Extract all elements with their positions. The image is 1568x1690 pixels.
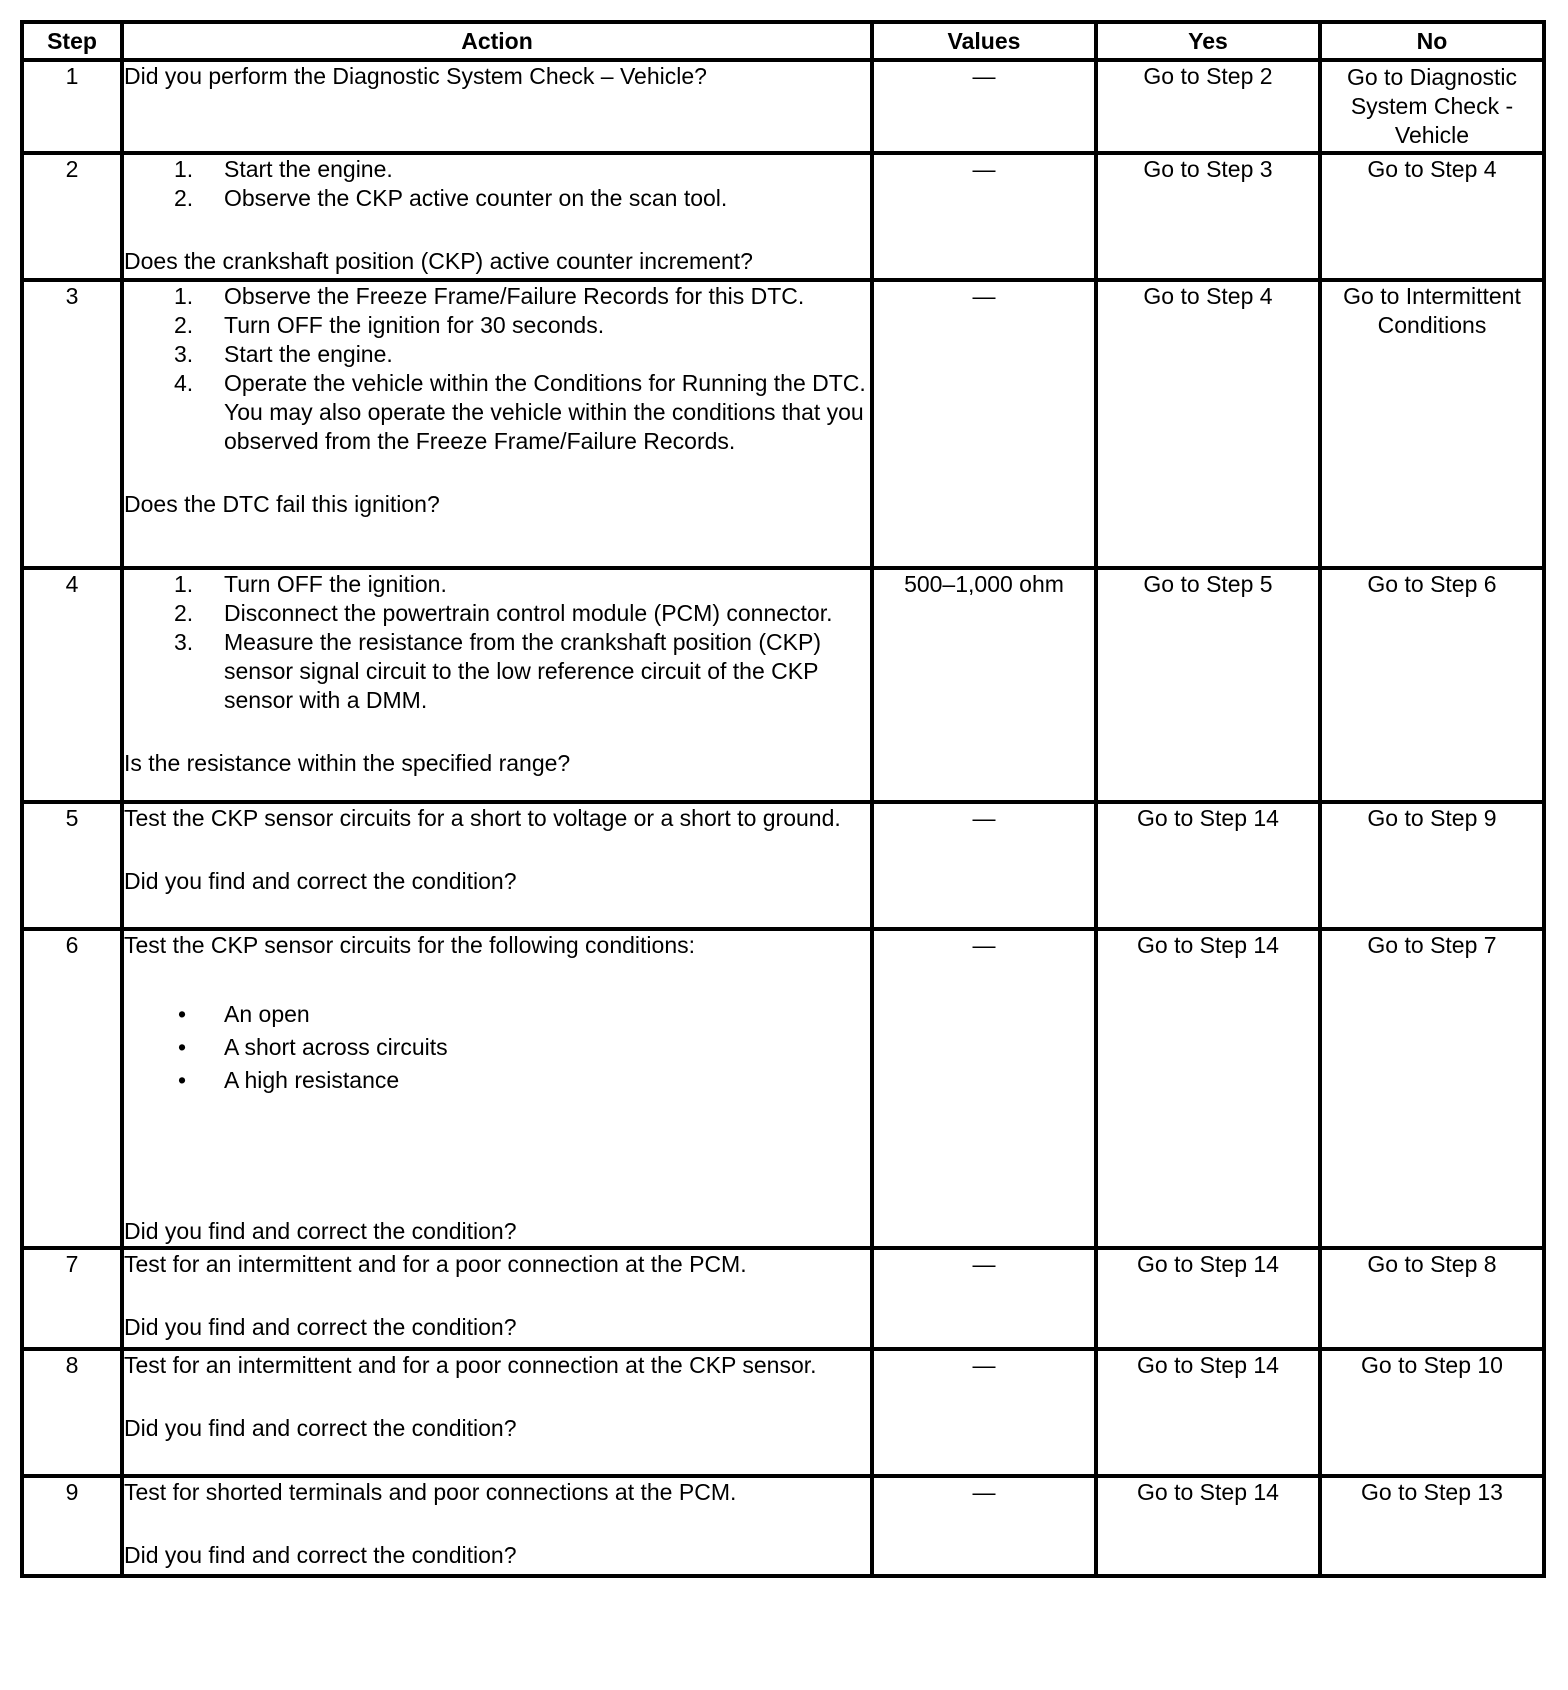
step-number: 4 [22, 568, 122, 802]
yes-cell: Go to Step 2 [1096, 60, 1320, 153]
list-item: 1. Start the engine. [174, 156, 393, 182]
table-row [22, 1476, 1544, 1576]
header-action: Action [122, 22, 872, 60]
action-question: Did you find and correct the condition? [124, 868, 517, 894]
table-row [22, 280, 1544, 568]
header-no: No [1320, 22, 1544, 60]
action-cell [122, 1248, 872, 1349]
action-question: Does the crankshaft position (CKP) active counter increment? [124, 248, 753, 274]
step-number: 6 [22, 929, 122, 1248]
action-steps [124, 155, 870, 213]
yes-cell: Go to Step 14 [1096, 929, 1320, 1248]
value-cell: — [872, 929, 1096, 1248]
step-number: 8 [22, 1349, 122, 1476]
table-row [22, 1349, 1544, 1476]
header-values: Values [872, 22, 1096, 60]
action-cell [122, 802, 872, 929]
table-row [22, 60, 1544, 153]
list-item: 2. Turn OFF the ignition for 30 seconds. [174, 312, 605, 338]
step-number: 7 [22, 1248, 122, 1349]
action-cell [122, 1349, 872, 1476]
value-cell: — [872, 1349, 1096, 1476]
action-intro: Did you perform the Diagnostic System Check – Vehicle? [124, 63, 707, 89]
action-question: Did you find and correct the condition? [124, 1314, 517, 1340]
step-number: 3 [22, 280, 122, 568]
no-cell: Go to Step 10 [1320, 1349, 1544, 1476]
table-row [22, 929, 1544, 1248]
action-question: Did you find and correct the condition? [124, 1415, 517, 1441]
list-item: 1. Turn OFF the ignition. [174, 571, 447, 597]
value-cell: 500–1,000 ohm [872, 568, 1096, 802]
action-question: Did you find and correct the condition? [124, 1542, 517, 1568]
header-row [22, 22, 1544, 60]
action-cell [122, 280, 872, 568]
header-step: Step [22, 22, 122, 60]
yes-cell: Go to Step 5 [1096, 568, 1320, 802]
table-row [22, 1248, 1544, 1349]
action-intro: Test for an intermittent and for a poor connection at the CKP sensor. [124, 1352, 817, 1378]
action-cell [122, 568, 872, 802]
no-cell: Go to Step 13 [1320, 1476, 1544, 1576]
no-cell: Go to Step 9 [1320, 802, 1544, 929]
no-cell: Go to Step 7 [1320, 929, 1544, 1248]
list-item: 2. Observe the CKP active counter on the scan tool. [174, 185, 728, 211]
action-question: Did you find and correct the condition? [124, 1218, 517, 1244]
value-cell: — [872, 802, 1096, 929]
value-cell: — [872, 153, 1096, 280]
no-cell: Go to Step 8 [1320, 1248, 1544, 1349]
yes-cell: Go to Step 14 [1096, 1476, 1320, 1576]
step-number: 5 [22, 802, 122, 929]
action-question: Is the resistance within the specified range? [124, 750, 571, 776]
action-steps [124, 570, 870, 715]
no-cell: Go to Intermittent Conditions [1320, 280, 1544, 568]
action-intro: Test for an intermittent and for a poor connection at the PCM. [124, 1251, 747, 1277]
value-cell: — [872, 1476, 1096, 1576]
list-item: 3. Start the engine. [174, 341, 393, 367]
value-cell: — [872, 280, 1096, 568]
yes-cell: Go to Step 14 [1096, 802, 1320, 929]
action-cell [122, 1476, 872, 1576]
no-cell: Go to Step 4 [1320, 153, 1544, 280]
list-item: 2. Disconnect the powertrain control module (PCM) connector. [174, 600, 833, 626]
table-row [22, 153, 1544, 280]
list-item: • A high resistance [178, 1067, 400, 1093]
list-item: • An open [178, 1001, 310, 1027]
yes-cell: Go to Step 14 [1096, 1248, 1320, 1349]
yes-cell: Go to Step 4 [1096, 280, 1320, 568]
diagnostic-table [20, 20, 1546, 1578]
action-intro: Test the CKP sensor circuits for a short to voltage or a short to ground. [124, 805, 841, 831]
header-yes: Yes [1096, 22, 1320, 60]
no-cell: Go to Diagnostic System Check - Vehicle [1320, 60, 1544, 153]
step-number: 9 [22, 1476, 122, 1576]
value-cell: — [872, 60, 1096, 153]
step-number: 2 [22, 153, 122, 280]
step-number: 1 [22, 60, 122, 153]
table-row [22, 568, 1544, 802]
list-item: 1. Observe the Freeze Frame/Failure Records for this DTC. [174, 283, 805, 309]
list-item: 3. Measure the resistance from the crankshaft position (CKP) sensor signal circuit to the low reference circuit of the CKP sensor with a DMM. [174, 629, 821, 713]
action-steps [124, 282, 870, 456]
yes-cell: Go to Step 3 [1096, 153, 1320, 280]
table-row [22, 802, 1544, 929]
action-question: Does the DTC fail this ignition? [124, 491, 440, 517]
list-item: • A short across circuits [178, 1034, 448, 1060]
action-cell [122, 929, 872, 1248]
value-cell: — [872, 1248, 1096, 1349]
list-item: 4. Operate the vehicle within the Conditions for Running the DTC. You may also operate the vehicle within the conditions that you observed from the Freeze Frame/Failure Records. [174, 370, 866, 454]
action-cell [122, 60, 872, 153]
condition-list [124, 998, 870, 1097]
action-intro: Test the CKP sensor circuits for the following conditions: [124, 932, 696, 958]
no-cell: Go to Step 6 [1320, 568, 1544, 802]
action-cell [122, 153, 872, 280]
action-intro: Test for shorted terminals and poor connections at the PCM. [124, 1479, 737, 1505]
yes-cell: Go to Step 14 [1096, 1349, 1320, 1476]
